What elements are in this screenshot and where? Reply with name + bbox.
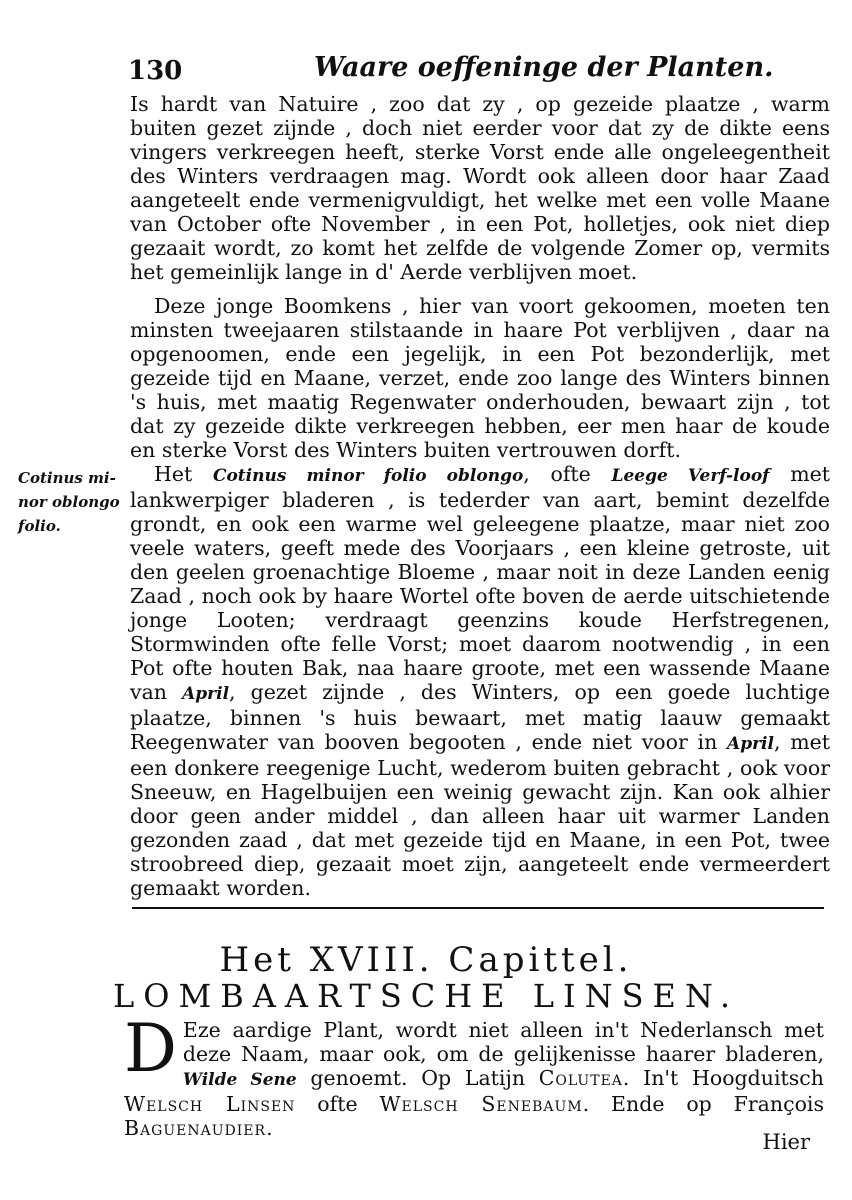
chapter-intro (124, 1010, 824, 1140)
page-number: 130 (128, 56, 183, 86)
p3-body-c: , met een donkere reegenige Lucht, wederom buiten gebracht , ook voor Sneeuw, en Hagelbuijen een weinig gewacht zijn. Kan ook alhier door geen ander middel , dan alleen haar uit warmer Landen gezonden zaad , dat met gezeide tijd en Maane, in een Pot, twee stroobreed diep, gezaait moet zijn, aangeteelt ende vermeerdert gemaakt worden. (130, 730, 830, 900)
dutch-name: Leege Verf-loof (611, 466, 770, 486)
margin-note-line: Cotinus mi- (18, 469, 116, 487)
margin-note-line: nor oblongo (18, 493, 120, 511)
margin-note (18, 466, 126, 538)
section-divider (132, 907, 824, 909)
body-text (130, 92, 830, 900)
name-baguenaudier: Baguenaudier (124, 1116, 267, 1140)
chapter-label: Het XVIII. Capittel. (219, 940, 633, 980)
paragraph-2: Deze jonge Boomkens , hier van voort gekoomen, moeten ten minsten tweejaaren stilstaande in haare Pot verblijven , daar na opgenoomen, ende een jegelijk, in een Pot bezonderlijk, met gezeide tijd en Maane, verzet, ende zoo lange des Winters binnen 's huis, met maatig Regenwater onderhouden, bewaart zijn , tot dat zy gezeide dikte verkreegen hebben, eer men haar de koude en sterke Vorst des Winters buiten vertrouwen dorft. (130, 294, 830, 462)
paragraph-1: Is hardt van Natuire , zoo dat zy , op gezeide plaatze , warm buiten gezet zijnde , doch niet eerder voor dat zy de dikte eens vingers verkreegen heeft, sterke Vorst ende alle ongeleegentheit des Winters verdraagen mag. Wordt ook alleen door haar Zaad aangeteelt ende vermenigvuldigt, het welke met een volle Maane van October ofte November , in een Pot, holletjes, ook niet diep gezaait wordt, zo komt het zelfde de volgende Zomer op, vermits het gemeinlijk lange in d' Aerde verblijven moet. (130, 92, 830, 284)
month-april: April (727, 734, 774, 754)
month-april: April (182, 684, 230, 704)
intro-text: genoemt. Op Latijn (296, 1066, 539, 1090)
intro-paragraph (124, 1010, 824, 1140)
intro-text: ofte (295, 1092, 380, 1116)
name-colutea: Colutea (538, 1066, 623, 1090)
name-welsch-senebaum: Welsch Senebaum (379, 1092, 583, 1116)
page-header (128, 48, 774, 88)
margin-note-line: folio. (18, 517, 61, 535)
paragraph-3 (130, 462, 830, 900)
p3-body-a: met lankwerpiger bladeren , is tederder van aart, bemint dezelfde grondt, en ook een warme wel geleegene plaatze, maar niet zoo veele waters, geeft mede des Voorjaars , een kleine getroste, uit den geelen groenachtige Bloeme , maar noit in deze Landen eenig Zaad , noch ook by haare Wortel ofte boven de aerde uitschietende jonge Looten; verdraagt geenzins koude Herfstregenen, Stormwinden ofte felle Vorst; moet daarom nootwendig , in een Pot ofte houten Bak, naa haare groote, met een wassende Maane van (130, 462, 830, 704)
name-wilde-sene: Wilde Sene (182, 1070, 297, 1090)
p3-mid: , ofte (523, 462, 612, 486)
name-welsch-linsen: Welsch Linsen (124, 1092, 296, 1116)
running-title: Waare oeffeninge der Planten. (314, 52, 774, 83)
p3-body-b: , gezet zijnde , des Winters, op een goede luchtige plaatze, binnen 's huis bewaart, met matig laauw gemaakt Reegenwater van booven begooten , ende niet voor in (130, 680, 830, 754)
chapter-title: LOMBAARTSCHE LINSEN. (113, 977, 739, 1015)
latin-name: Cotinus minor folio oblongo (212, 466, 524, 486)
catchword: Hier (762, 1130, 810, 1154)
intro-text: . Ende op François (582, 1092, 824, 1116)
drop-cap: D (124, 1010, 177, 1087)
intro-text: . (266, 1116, 273, 1140)
intro-text: Eze aardige Plant, wordt niet alleen in't Nederlansch met deze Naam, maar ook, om de gelijkenisse haarer bladeren, (182, 1018, 824, 1066)
p3-pre: Het (154, 462, 213, 486)
intro-text: . In't Hoogduitsch (622, 1066, 824, 1090)
